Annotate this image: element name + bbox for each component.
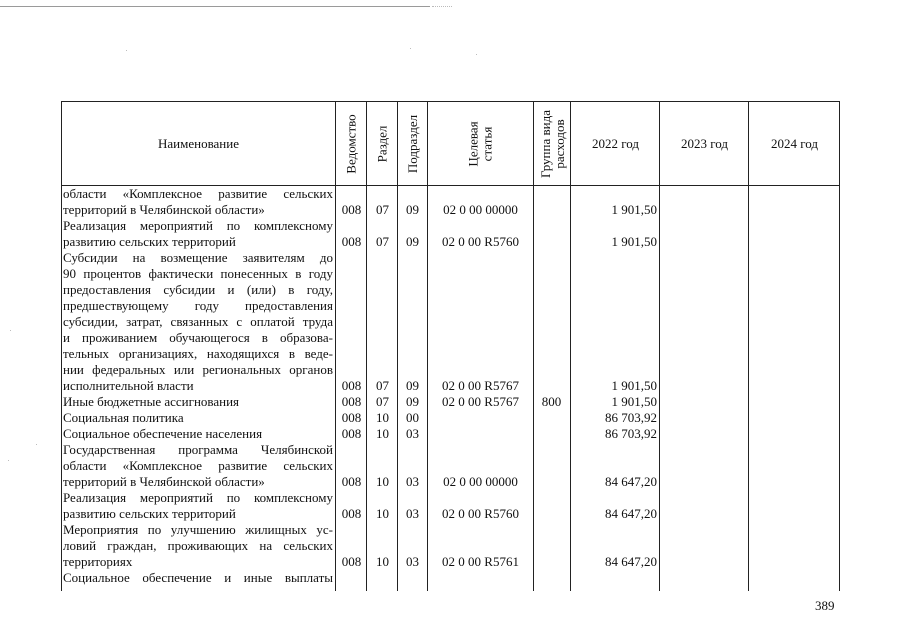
cell-podrazdel: 09 [406, 378, 419, 393]
table-row-name [63, 394, 333, 410]
cell-razdel: 10 [376, 410, 389, 425]
row-name-line: Реализация мероприятий по комплексному [63, 218, 333, 233]
cell-razdel: 07 [376, 234, 389, 249]
cell-vedomstvo: 008 [341, 234, 362, 249]
header-2023-text: 2023 год [681, 136, 728, 151]
cell-statya: 02 0 00 R5760 [442, 234, 519, 249]
row-name-line: территорий в Челябинской области» [63, 474, 265, 489]
table-row-name [63, 570, 333, 586]
cell-statya: 02 0 00 00000 [443, 202, 518, 217]
row-name-line: территорий в Челябинской области» [63, 202, 265, 217]
cell-razdel: 07 [376, 202, 389, 217]
header-razdel-text: Раздел [374, 125, 390, 163]
row-name-line: Социальная политика [63, 410, 184, 425]
header-celevaya-statya [428, 102, 534, 186]
cell-vedomstvo: 008 [341, 506, 362, 521]
header-podrazdel [398, 102, 428, 186]
row-name-line: развитию сельских территорий [63, 506, 236, 521]
top-rule-dots [432, 6, 452, 7]
header-2023 [660, 102, 749, 186]
cell-razdel: 07 [376, 378, 389, 393]
table-row-name [63, 426, 333, 442]
cell-2022: 1 901,50 [611, 394, 657, 409]
page-number: 389 [815, 598, 835, 613]
header-celevaya-statya-text [467, 121, 495, 166]
cell-vedomstvo: 008 [341, 474, 362, 489]
cell-podrazdel: 03 [406, 474, 419, 489]
row-name-line: Мероприятия по улучшению жилищных ус- [63, 522, 333, 537]
table-row-name [63, 442, 333, 490]
row-name-line: Реализация мероприятий по комплексному [63, 490, 333, 505]
header-2024 [749, 102, 840, 186]
header-gruppa-line1: Группа вида [537, 110, 553, 178]
row-name-line: Государственная программа Челябинской [63, 442, 333, 457]
cell-gruppa [534, 234, 569, 250]
cell-2022: 1 901,50 [611, 202, 657, 217]
row-name-line: нии федеральных или региональных органов [63, 362, 333, 377]
cell-gruppa [534, 410, 569, 426]
header-2022 [571, 102, 660, 186]
cell-gruppa [534, 426, 569, 442]
cell-2022: 1 901,50 [611, 378, 657, 393]
cell-podrazdel: 09 [406, 234, 419, 249]
cell-podrazdel: 00 [406, 410, 419, 425]
cell-podrazdel: 03 [406, 426, 419, 441]
cell-vedomstvo: 008 [341, 426, 362, 441]
row-name-line: субсидии, затрат, связанных с оплатой труда [63, 314, 333, 329]
header-celevaya-line2: статья [479, 126, 495, 162]
row-name-line: Субсидии на возмещение заявителям до [63, 250, 333, 265]
row-name-line: исполнительной власти [63, 378, 194, 393]
cell-2022: 84 647,20 [605, 474, 657, 489]
cell-gruppa [534, 554, 569, 570]
cell-2022: 86 703,92 [605, 426, 657, 441]
row-name-line: области «Комплексное развитие сельских [63, 186, 333, 201]
cell-statya [428, 426, 533, 442]
table-row-name [63, 522, 333, 570]
header-razdel [367, 102, 398, 186]
cell-statya: 02 0 00 R5761 [442, 554, 519, 569]
cell-vedomstvo: 008 [341, 554, 362, 569]
row-name-line: Иные бюджетные ассигнования [63, 394, 240, 409]
row-name-line: предшествующему году предоставления [63, 298, 333, 313]
header-name [62, 102, 335, 186]
row-name-line: развитию сельских территорий [63, 234, 236, 249]
row-name-line: 90 процентов фактически понесенных в году [63, 266, 333, 281]
row-name-line: области «Комплексное развитие сельских [63, 458, 333, 473]
row-name-line: территориях [63, 554, 133, 569]
cell-statya: 02 0 00 R5760 [442, 506, 519, 521]
cell-vedomstvo: 008 [341, 394, 362, 409]
cell-statya [428, 410, 533, 426]
cell-gruppa [534, 378, 569, 394]
row-name-line: Социальное обеспечение и иные выплаты [63, 570, 333, 585]
cell-razdel: 10 [376, 506, 389, 521]
row-name-line: тельных организациях, находящихся в веде- [63, 346, 333, 361]
cell-podrazdel: 03 [406, 554, 419, 569]
cell-2022: 86 703,92 [605, 410, 657, 425]
cell-statya: 02 0 00 00000 [443, 474, 518, 489]
cell-podrazdel: 03 [406, 506, 419, 521]
cell-razdel: 07 [376, 394, 389, 409]
table-row-name [63, 186, 333, 218]
cell-statya: 02 0 00 R5767 [442, 394, 519, 409]
row-name-line: предоставления субсидии и (или) в году, [63, 282, 333, 297]
header-gruppa-text [539, 110, 567, 178]
cell-vedomstvo: 008 [341, 202, 362, 217]
cell-razdel: 10 [376, 426, 389, 441]
cell-podrazdel: 09 [406, 202, 419, 217]
cell-vedomstvo: 008 [341, 410, 362, 425]
header-podrazdel-text: Подраздел [405, 114, 421, 174]
row-name-line: ловий граждан, проживающих на сельских [63, 538, 333, 553]
header-2024-text: 2024 год [771, 136, 818, 151]
cell-gruppa [534, 202, 569, 218]
cell-gruppa: 800 [541, 394, 562, 409]
cell-razdel: 10 [376, 474, 389, 489]
cell-gruppa [534, 506, 569, 522]
header-vedomstvo-text: Ведомство [343, 114, 359, 174]
cell-statya: 02 0 00 R5767 [442, 378, 519, 393]
row-name-line: Социальное обеспечение населения [63, 426, 263, 441]
cell-razdel: 10 [376, 554, 389, 569]
header-gruppa-line2: расходов [551, 119, 567, 169]
header-vedomstvo [336, 102, 367, 186]
table-row-name [63, 490, 333, 522]
header-2022-text: 2022 год [592, 136, 639, 151]
row-name-line: и проживанием обучающегося в образова- [63, 330, 333, 345]
top-rule [0, 6, 430, 7]
table-row-name [63, 250, 333, 394]
header-gruppa [534, 102, 571, 186]
cell-podrazdel: 09 [406, 394, 419, 409]
table-row-name [63, 410, 333, 426]
cell-2022: 1 901,50 [611, 234, 657, 249]
header-name-text: Наименование [158, 136, 239, 151]
cell-2022: 84 647,20 [605, 506, 657, 521]
cell-2022: 84 647,20 [605, 554, 657, 569]
table-row-name [63, 218, 333, 250]
cell-gruppa [534, 474, 569, 490]
cell-vedomstvo: 008 [341, 378, 362, 393]
header-celevaya-line1: Целевая [465, 121, 481, 167]
